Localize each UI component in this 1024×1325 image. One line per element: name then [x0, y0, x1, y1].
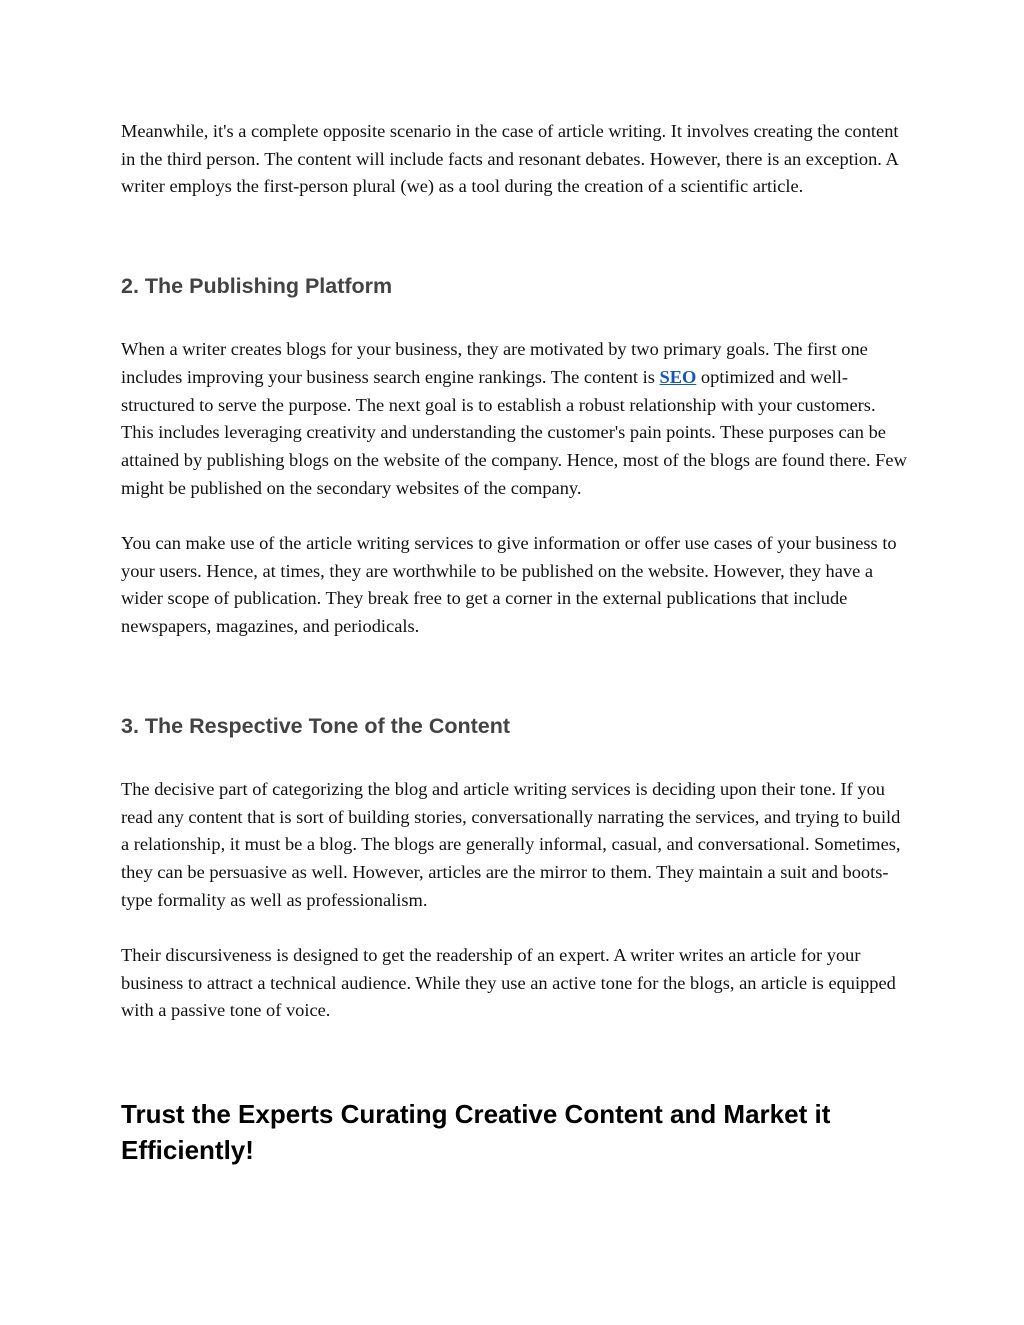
section-3-paragraph-2: Their discursiveness is designed to get the readership of an expert. A writer writes an article for your business to attract a technical audience. While they use an active tone for the blogs, an article is equipped with a passive tone of voice. [121, 945, 896, 1021]
section-3-paragraph-1: The decisive part of categorizing the blog and article writing services is deciding upon their tone. If you read any content that is sort of building stories, conversationally narrating the services, and trying to build a relationship, it must be a blog. The blogs are generally informal, casual, and conversational. Sometimes, they can be persuasive as well. However, articles are the mirror to them. They maintain a suit and boots-type formality as well as professionalism. [121, 778, 901, 910]
document-page [121, 118, 911, 1168]
seo-link[interactable]: SEO [659, 366, 697, 387]
section-3-heading: 3. The Respective Tone of the Content [121, 713, 511, 738]
section-2-paragraph-1 [121, 336, 911, 502]
section-2-paragraph-1-text-a: When a writer creates blogs for your business, they are motivated by two primary goals. The first one includes improving your business search engine rankings. The content is [121, 339, 868, 387]
section-2-heading: 2. The Publishing Platform [121, 274, 393, 299]
section-2-paragraph-2: You can make use of the article writing services to give information or offer use cases of your business to your users. Hence, at times, they are worthwhile to be published on the website. However, they have a wider scope of publication. They break free to get a corner in the external publications that include newspapers, magazines, and periodicals. [121, 533, 897, 637]
intro-paragraph: Meanwhile, it's a complete opposite scenario in the case of article writing. It involves creating the content in the third person. The content will include facts and resonant debates. However, there is an exception. A writer employs the first-person plural (we) as a tool during the creation of a scientific article. [121, 121, 899, 197]
section-2-paragraph-1-text-b: optimized and well-structured to serve the purpose. The next goal is to establish a robust relationship with your customers. This includes leveraging creativity and understanding the customer's pain points. These purposes can be attained by publishing blogs on the website of the company. Hence, most of the blogs are found there. Few might be published on the secondary websites of the company. [121, 366, 907, 498]
closing-heading: Trust the Experts Curating Creative Content and Market it Efficiently! [121, 1099, 831, 1166]
